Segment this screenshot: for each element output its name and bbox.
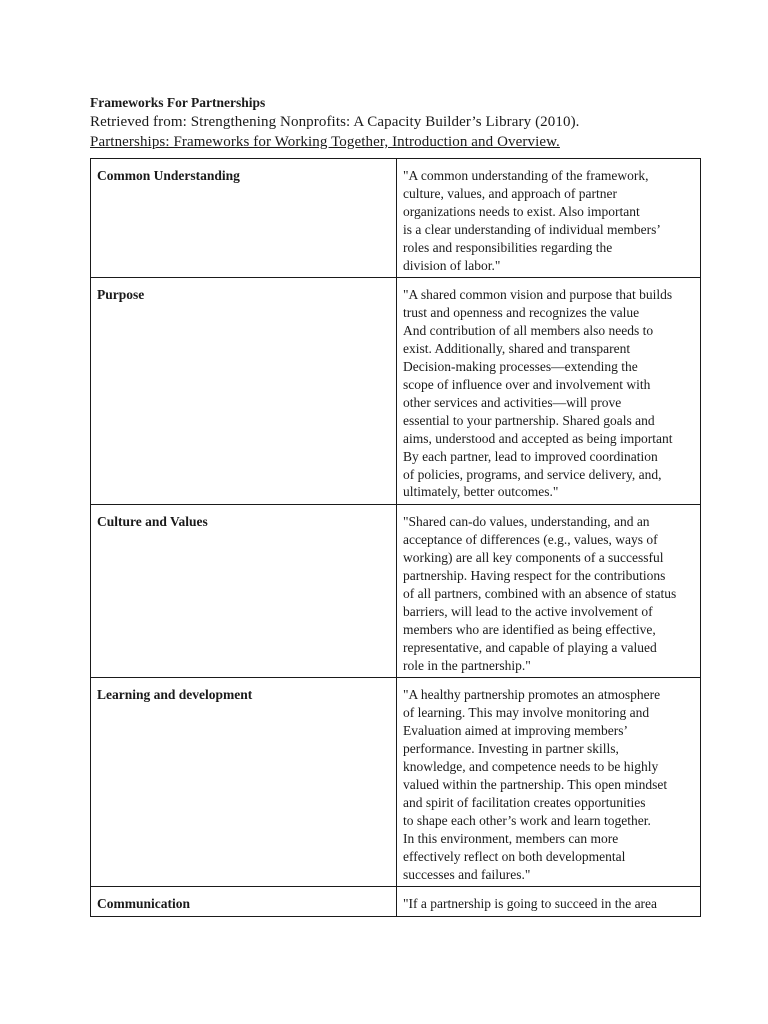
table-row (91, 159, 701, 278)
table-row (91, 505, 701, 678)
row-description: "A common understanding of the framework, culture, values, and approach of partner organizations needs to exist. Also important is a clear understanding of individual members’ roles and responsibilities regarding the division of labor." (397, 159, 701, 278)
document-header (90, 93, 710, 152)
table-row (91, 678, 701, 887)
row-label: Learning and development (91, 678, 397, 887)
row-label: Culture and Values (91, 505, 397, 678)
document-title: Frameworks For Partnerships (90, 95, 266, 110)
row-label: Communication (91, 887, 397, 917)
row-description: "Shared can-do values, understanding, and an acceptance of differences (e.g., values, ways of working) are all key components of a successful partnership. Having respect for the contributions of all partners, combined with an absence of status barriers, will lead to the active involvement of members who are identified as being effective, representative, and capable of playing a valued role in the partnership." (397, 505, 701, 678)
table-row (91, 278, 701, 505)
row-label: Purpose (91, 278, 397, 505)
source-title: Partnerships: Frameworks for Working Together, Introduction and Overview. (90, 134, 560, 150)
frameworks-table (90, 158, 701, 917)
row-description: "A shared common vision and purpose that builds trust and openness and recognizes the value And contribution of all members also needs to exist. Additionally, shared and transparent Decision-making processes—extending the scope of influence over and involvement with other services and activities—will prove essential to your partnership. Shared goals and aims, understood and accepted as being important By each partner, lead to improved coordination of policies, programs, and service delivery, and, ultimately, better outcomes." (397, 278, 701, 505)
row-label: Common Understanding (91, 159, 397, 278)
source-line: Retrieved from: Strengthening Nonprofits: A Capacity Builder’s Library (2010). (90, 114, 580, 130)
row-description: "A healthy partnership promotes an atmosphere of learning. This may involve monitoring and Evaluation aimed at improving members’ performance. Investing in partner skills, knowledge, and competence needs to be highly valued within the partnership. This open mindset and spirit of facilitation creates opportunities to shape each other’s work and learn together. In this environment, members can more effectively reflect on both developmental successes and failures." (397, 678, 701, 887)
table-row (91, 887, 701, 917)
row-description: "If a partnership is going to succeed in the area (397, 887, 701, 917)
